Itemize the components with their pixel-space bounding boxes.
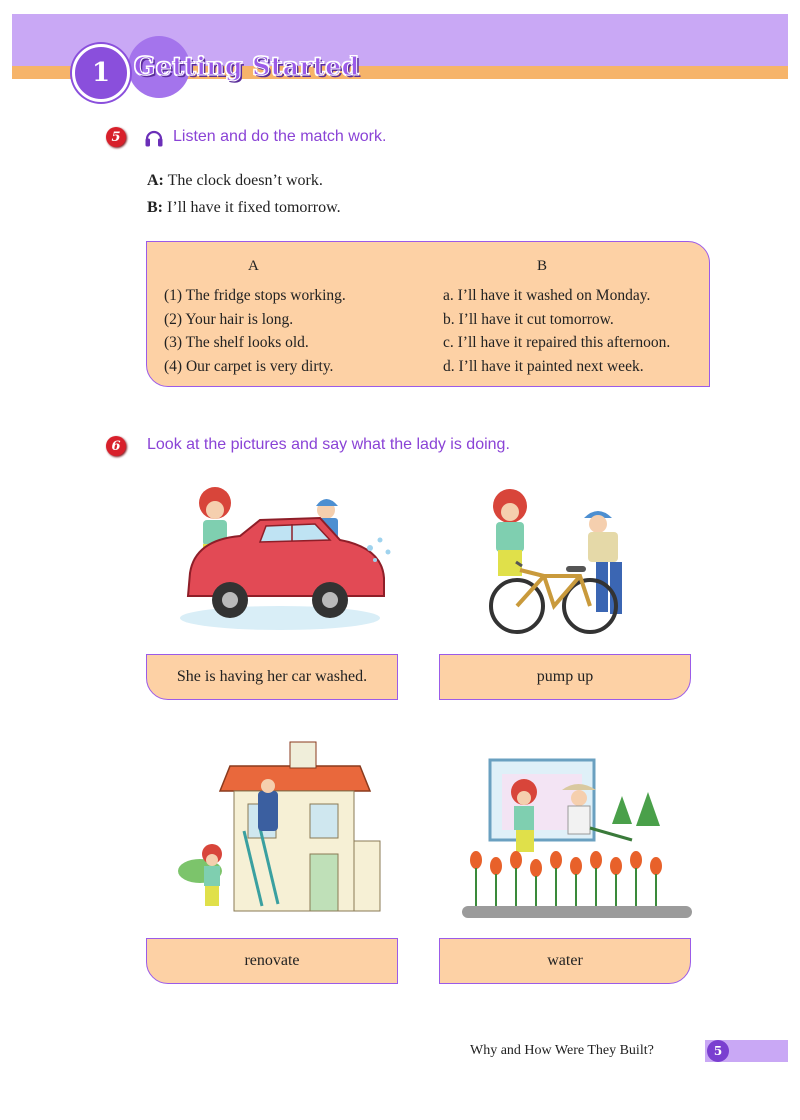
- house-renovation-illustration: [170, 736, 400, 901]
- dialogue-line: [147, 172, 323, 190]
- match-item-b: d. I’ll have it painted next week.: [443, 357, 644, 375]
- headphones-icon: [144, 127, 164, 149]
- bicycle-illustration: [462, 478, 692, 643]
- dialogue-text: The clock doesn’t work.: [167, 172, 323, 189]
- dialogue-text: I’ll have it fixed tomorrow.: [167, 199, 341, 216]
- task-instruction: Listen and do the match work.: [173, 128, 387, 145]
- unit-number-badge: 1: [72, 44, 130, 102]
- garden-watering-illustration: [462, 756, 692, 921]
- page-number: 5: [707, 1040, 729, 1062]
- car-wash-illustration: [170, 478, 400, 643]
- unit-title: Getting Started: [134, 52, 360, 81]
- match-item-b: c. I’ll have it repaired this afternoon.: [443, 334, 671, 351]
- picture-caption: She is having her car washed.: [146, 654, 398, 700]
- column-b-list: [443, 284, 670, 378]
- match-item-a: (1) The fridge stops working.: [164, 287, 346, 304]
- dialogue-speaker: B:: [147, 199, 163, 216]
- dialogue-line: [147, 199, 341, 217]
- picture-caption: water: [439, 938, 691, 984]
- task-number-badge: 6: [106, 436, 126, 456]
- match-item-a: (3) The shelf looks old.: [164, 334, 309, 351]
- dialogue-speaker: A:: [147, 172, 164, 189]
- column-b-header: B: [537, 258, 548, 274]
- picture-caption: renovate: [146, 938, 398, 984]
- task-number-badge: 5: [106, 127, 126, 147]
- footer-unit-title: Why and How Were They Built?: [470, 1043, 654, 1058]
- picture-caption: pump up: [439, 654, 691, 700]
- column-a-list: [164, 284, 346, 378]
- column-a-header: A: [248, 258, 259, 274]
- match-item-a: (2) Your hair is long.: [164, 310, 294, 328]
- match-item-b: b. I’ll have it cut tomorrow.: [443, 310, 614, 328]
- task-instruction: Look at the pictures and say what the lady is doing.: [147, 436, 510, 453]
- match-item-a: (4) Our carpet is very dirty.: [164, 357, 334, 375]
- match-item-b: a. I’ll have it washed on Monday.: [443, 287, 651, 304]
